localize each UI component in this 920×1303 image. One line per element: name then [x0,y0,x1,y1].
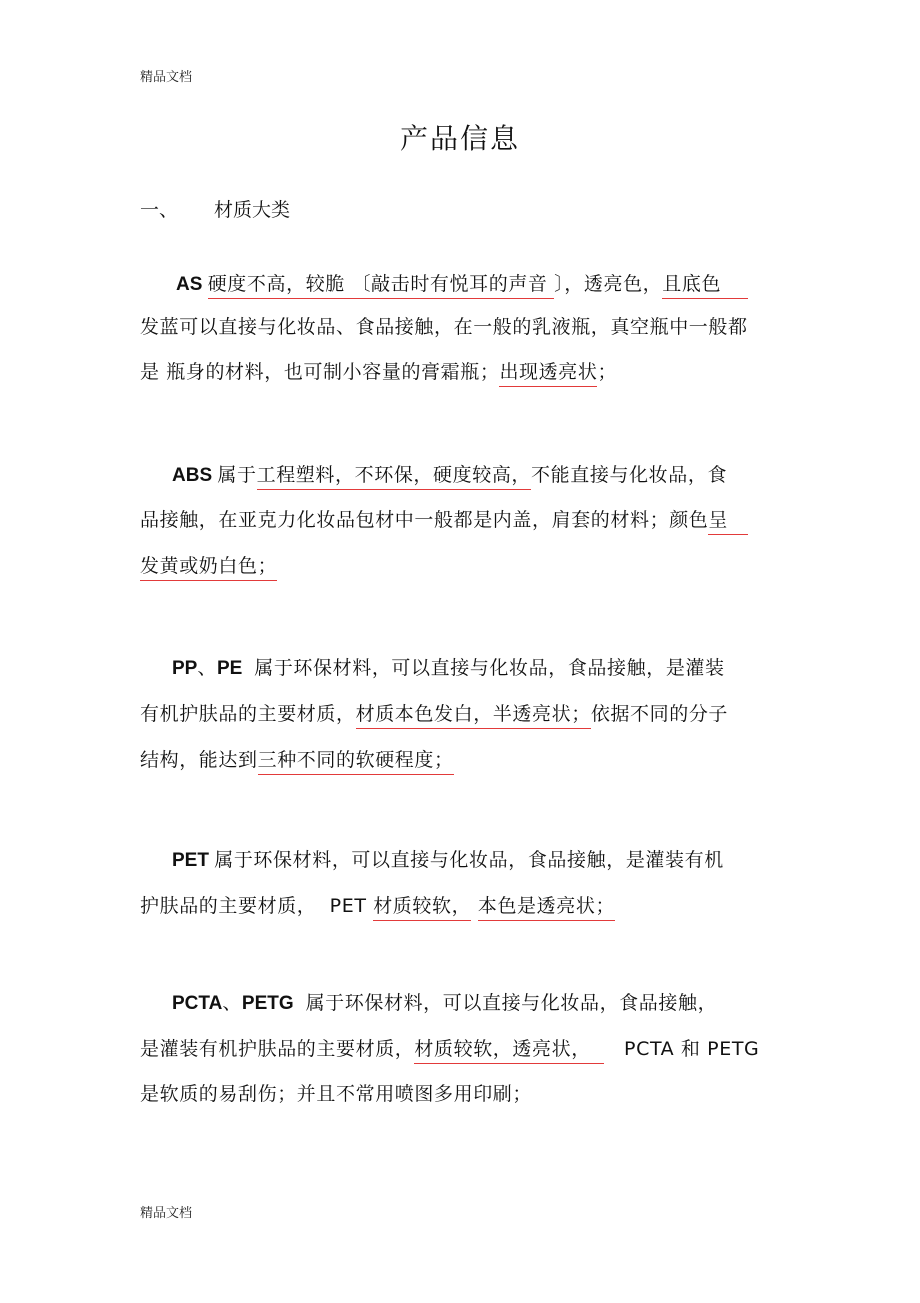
text-segment: 属于环保材料，可以直接与化妆品，食品接触，是灌装 [247,657,725,679]
underlined-text: 出现透亮状 [499,361,597,387]
section-number: 一、 [140,199,179,221]
underlined-text: 三种不同的软硬程度； [258,749,454,775]
paragraph-line [140,359,617,385]
material-name: PE [216,658,248,679]
section-label: 材质大类 [214,199,291,221]
text-segment: 是软质的易刮伤；并且不常用喷图多用印刷； [140,1083,533,1105]
paragraph-line [176,271,748,298]
text-segment: 发蓝可以直接与化妆品、食品接触，在一般的乳液瓶，真空瓶中一般都 [140,316,748,338]
text-segment: 有机护肤品的主要材质， [140,703,356,725]
paragraph-line [140,507,748,533]
text-segment: 不能直接与化妆品，食 [531,464,728,486]
underlined-text: 发黄或奶白色； [140,555,277,581]
text-segment: 结构，能达到 [140,749,258,771]
text-segment: 依据不同的分子 [590,703,729,725]
text-segment: 属于 [217,464,257,486]
text-segment: 护肤品的主要材质， PET [140,895,374,917]
material-name: PET [172,850,215,871]
underlined-text: 呈 [708,509,748,535]
paragraph-line [172,847,724,874]
material-name: PCTA [172,993,223,1014]
page-title: 产品信息 [399,122,520,155]
underlined-text: 工程塑料， [257,464,355,490]
text-segment: 、 [197,657,217,679]
underlined-text: 透亮状， [512,1038,604,1064]
text-segment: PCTA 和 PETG [604,1038,760,1060]
underlined-text: 材质本色发白， [356,703,493,729]
material-name: PETG [241,993,299,1014]
paragraph-line [172,655,725,682]
material-name: AS [176,274,208,295]
underlined-text: 且底色 [662,273,747,299]
paragraph-line [140,747,454,773]
section-heading [140,195,290,222]
underlined-text: 硬度较高， [433,464,531,490]
text-segment: 〕，透亮色， [554,273,663,295]
text-segment [471,895,478,917]
paragraph-line [140,1081,532,1107]
paragraph-line [140,701,728,727]
paragraph-line [140,314,748,340]
page-header: 精品文档 [140,70,193,85]
text-segment: 品接触，在亚克力化妆品包材中一般都是内盖，肩套的材料；颜色 [140,509,709,531]
page-footer: 精品文档 [140,1206,193,1221]
text-segment: 、 [222,992,242,1014]
text-segment: 是 瓶身的材料，也可制小容量的膏霜瓶； [140,361,500,383]
paragraph-line [140,1036,759,1062]
paragraph-line [140,893,615,919]
text-segment: 属于环保材料，可以直接与化妆品，食品接触，是灌装有机 [214,849,724,871]
material-name: ABS [172,465,218,486]
text-segment: ； [597,361,618,383]
underlined-text: 硬度不高，较脆 〔敲击时有悦耳的声音 [208,273,554,299]
underlined-text: 材质较软， [414,1038,512,1064]
paragraph-line [172,462,727,489]
material-name: PP [172,658,198,679]
paragraph-line [140,553,277,579]
underlined-text: 半透亮状； [493,703,591,729]
underlined-text: 本色是透亮状； [478,895,615,921]
text-segment: 属于环保材料，可以直接与化妆品，食品接触， [298,992,718,1014]
paragraph-line [172,990,717,1017]
underlined-text: 材质较软， [373,895,471,921]
underlined-text: 不环保， [355,464,433,490]
text-segment: 是灌装有机护肤品的主要材质， [140,1038,415,1060]
